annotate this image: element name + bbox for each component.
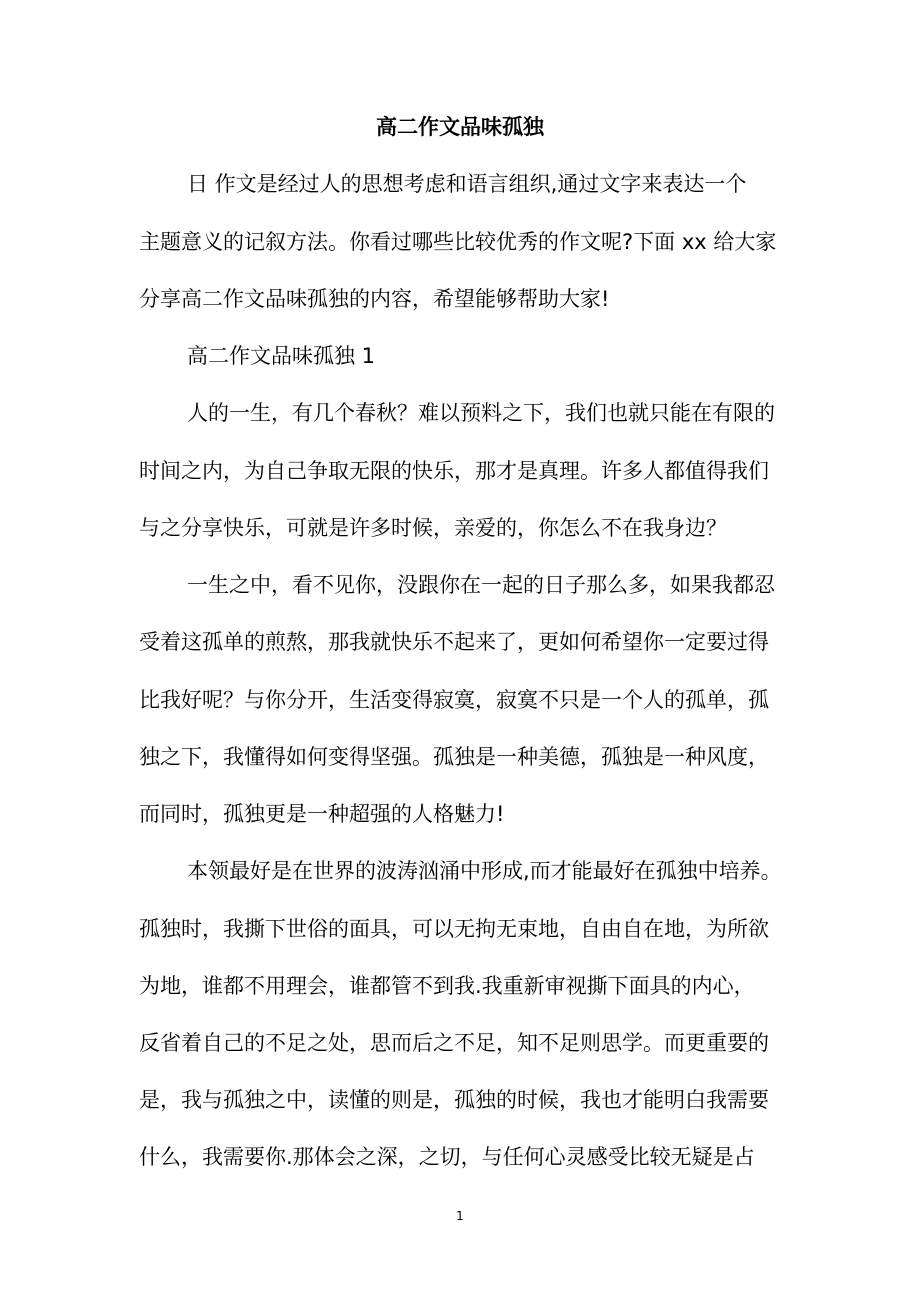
paragraph-line: 日 作文是经过人的思想考虑和语言组织,通过文字来表达一个: [187, 172, 747, 196]
paragraph-line: 而同时，孤独更是一种超强的人格魅力!: [139, 802, 505, 826]
paragraph-line: 独之下，我懂得如何变得坚强。孤独是一种美德，孤独是一种风度，: [139, 745, 769, 769]
document-title: 高二作文品味孤独: [376, 115, 544, 139]
paragraph-line: 主题意义的记叙方法。你看过哪些比较优秀的作文呢?下面 xx 给大家: [139, 230, 777, 254]
paragraph-line: 比我好呢？与你分开，生活变得寂寞，寂寞不只是一个人的孤单，孤: [139, 688, 769, 712]
paragraph-line: 受着这孤单的煎熬，那我就快乐不起来了，更如何希望你一定要过得: [139, 630, 769, 654]
paragraph-line: 是，我与孤独之中，读懂的则是，孤独的时候，我也才能明白我需要: [139, 1088, 769, 1112]
paragraph-line: 分享高二作文品味孤独的内容，希望能够帮助大家!: [139, 287, 610, 311]
section-heading: 高二作文品味孤独 1: [187, 344, 376, 368]
paragraph-line: 为地，谁都不用理会，谁都管不到我.我重新审视撕下面具的内心，: [139, 974, 755, 998]
paragraph-line: 什么，我需要你.那体会之深，之切，与任何心灵感受比较无疑是占: [139, 1145, 755, 1169]
paragraph-line: 一生之中，看不见你，没跟你在一起的日子那么多，如果我都忍: [187, 573, 775, 597]
paragraph-line: 人的一生，有几个春秋？难以预料之下，我们也就只能在有限的: [187, 401, 775, 425]
page-number: 1: [456, 1209, 464, 1223]
paragraph-line: 与之分享快乐，可就是许多时候，亲爱的，你怎么不在我身边？: [139, 516, 727, 540]
paragraph-line: 时间之内，为自己争取无限的快乐，那才是真理。许多人都值得我们: [139, 459, 769, 483]
paragraph-line: 孤独时，我撕下世俗的面具，可以无拘无束地，自由自在地，为所欲: [139, 917, 769, 941]
paragraph-line: 反省着自己的不足之处，思而后之不足，知不足则思学。而更重要的: [139, 1031, 769, 1055]
paragraph-line: 本领最好是在世界的波涛汹涌中形成,而才能最好在孤独中培养。: [187, 859, 782, 883]
